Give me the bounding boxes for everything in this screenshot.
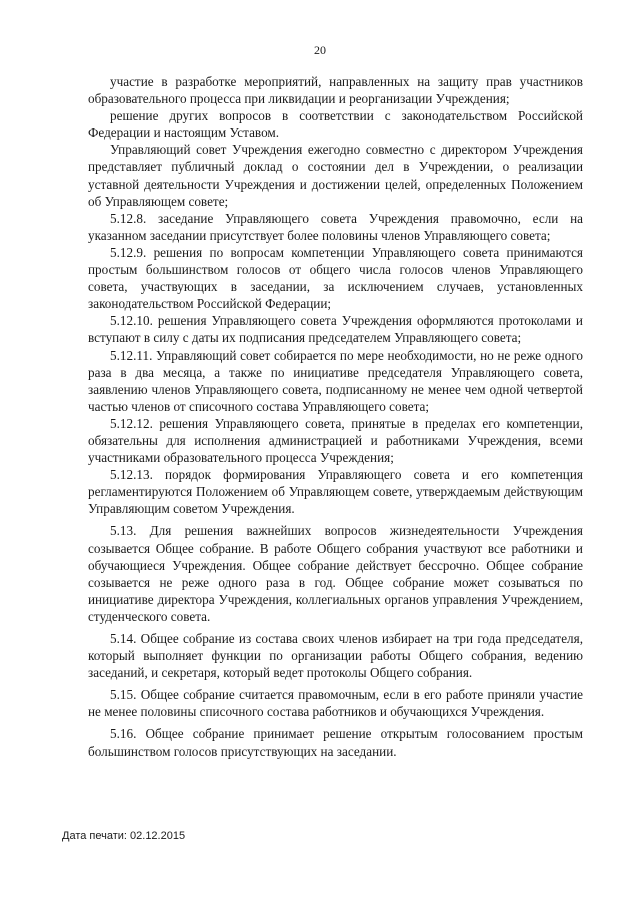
paragraph: решение других вопросов в соответствии с законодательством Российской Федерации и настоящим Уставом. [88, 108, 583, 141]
paragraph: Управляющий совет Учреждения ежегодно совместно с директором Учреждения представляет публичный доклад о состоянии дел в Учреждении, о реализации уставной деятельности Учреждения и достижении целей, определенных Положением об Управляющем совете; [88, 142, 583, 209]
paragraph: 5.12.13. порядок формирования Управляющего совета и его компетенция регламентируются Положением об Управляющем совете, утверждаемым действующим Управляющим советом Учреждения. [88, 467, 583, 517]
paragraph: 5.16. Общее собрание принимает решение открытым голосованием простым большинством голосов присутствующих на заседании. [88, 726, 583, 759]
document-body [88, 73, 583, 760]
paragraph: 5.15. Общее собрание считается правомочным, если в его работе приняли участие не менее половины списочного состава работников и обучающихся Учреждения. [88, 687, 583, 720]
paragraph: 5.13. Для решения важнейших вопросов жизнедеятельности Учреждения созывается Общее собрание. В работе Общего собрания участвуют все работники и обучающиеся Учреждения. Общее собрание действует бессрочно. Общее собрание созывается не реже одного раза в год. Общее собрание может созываться по инициативе директора Учреждения, коллегиальных органов управления Учреждением, студенческого совета. [88, 523, 583, 624]
paragraph: 5.12.11. Управляющий совет собирается по мере необходимости, но не реже одного раза в два месяца, а также по инициативе председателя Управляющего совета, заявлению членов Управляющего совета, подписанному не менее чем одной четвертой частью членов от списочного состава Управляющего совета; [88, 347, 583, 414]
paragraph: 5.12.10. решения Управляющего совета Учреждения оформляются протоколами и вступают в силу с даты их подписания председателем Управляющего совета; [88, 313, 583, 346]
paragraph: 5.12.8. заседание Управляющего совета Учреждения правомочно, если на указанном заседании присутствует более половины членов Управляющего совета; [88, 210, 583, 243]
page-number: 20 [314, 43, 326, 57]
paragraph: участие в разработке мероприятий, направленных на защиту прав участников образовательного процесса при ликвидации и реорганизации Учреждения; [88, 74, 583, 107]
paragraph: 5.14. Общее собрание из состава своих членов избирает на три года председателя, который выполняет функции по организации работы Общего собрания, ведению заседаний, и секретаря, который ведет протоколы Общего собрания. [88, 631, 583, 681]
paragraph: 5.12.9. решения по вопросам компетенции Управляющего совета принимаются простым большинством голосов от общего числа голосов членов Управляющего совета, участвующих в заседании, за исключением случаев, установленных законодательством Российской Федерации; [88, 244, 583, 312]
paragraph: 5.12.12. решения Управляющего совета, принятые в пределах его компетенции, обязательны для исполнения администрацией и работниками Учреждения, всеми участниками образовательного процесса Учреждения; [88, 415, 583, 466]
print-date-footer: Дата печати: 02.12.2015 [62, 830, 186, 842]
